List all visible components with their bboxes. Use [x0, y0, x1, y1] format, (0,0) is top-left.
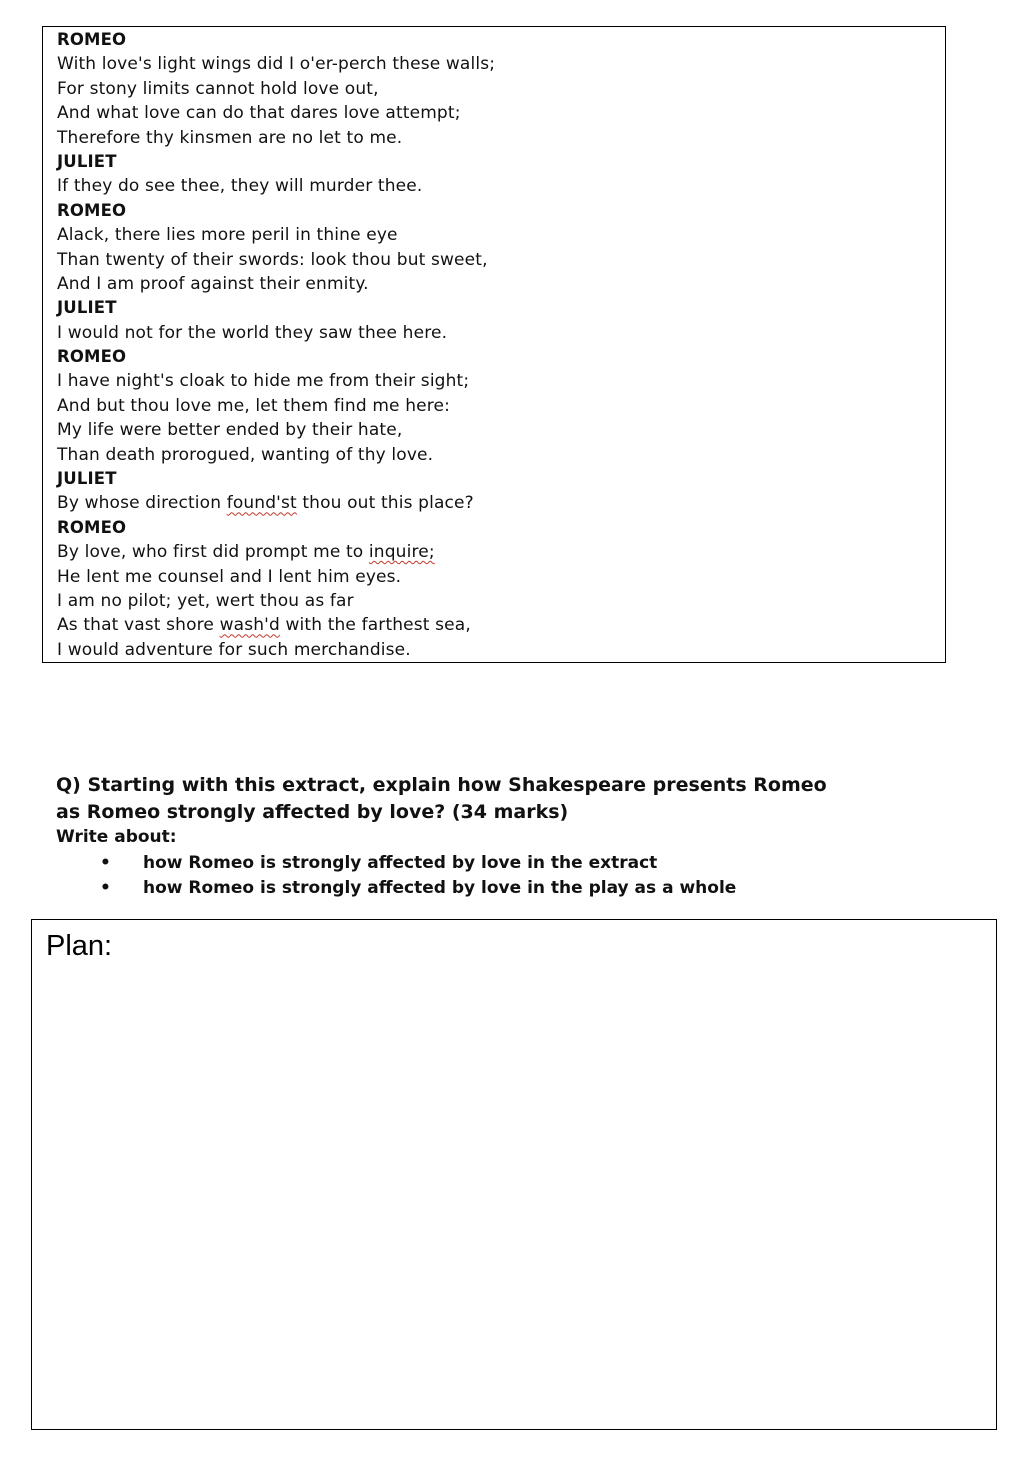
verse-line: And I am proof against their enmity.	[57, 273, 369, 294]
verse-line: If they do see thee, they will murder thee.	[57, 176, 423, 197]
spellcheck-word: inquire;	[368, 542, 435, 563]
verse-line: He lent me counsel and I lent him eyes.	[57, 566, 402, 587]
verse-line: Therefore thy kinsmen are no let to me.	[57, 127, 403, 148]
speaker-name: ROMEO	[57, 30, 127, 49]
verse-line: As that vast shore wash'd with the farthest sea,	[57, 615, 471, 636]
verse-line: And what love can do that dares love attempt;	[57, 103, 461, 124]
speaker-name: ROMEO	[57, 347, 127, 367]
verse-line: By love, who first did prompt me to inquire;	[57, 542, 435, 563]
write-about-bullets	[56, 851, 956, 901]
bullet-dot-icon: •	[100, 878, 111, 898]
speaker-name: ROMEO	[57, 200, 127, 220]
extract-box	[42, 26, 946, 663]
verse-line: With love's light wings did I o'er-perch these walls;	[57, 54, 496, 75]
speaker-name: JULIET	[57, 469, 117, 489]
speaker-name: JULIET	[57, 151, 117, 171]
verse-line: I am no pilot; yet, wert thou as far	[57, 590, 354, 611]
verse-line: And but thou love me, let them find me here:	[57, 395, 450, 416]
bullet-text: how Romeo is strongly affected by love in the play as a whole	[143, 878, 737, 898]
verse-line: I have night's cloak to hide me from their sight;	[57, 371, 470, 392]
plan-box[interactable]	[31, 919, 997, 1430]
verse-line: I would not for the world they saw thee here.	[57, 322, 448, 343]
verse-line: Alack, there lies more peril in thine eye	[57, 225, 398, 246]
question-section	[56, 772, 956, 901]
spellcheck-word: found'st	[226, 493, 297, 514]
question-line-1: Q) Starting with this extract, explain how Shakespeare presents Romeo	[56, 774, 827, 796]
verse-line: For stony limits cannot hold love out,	[57, 78, 379, 99]
plan-label: Plan:	[46, 930, 113, 962]
bullet-item	[56, 851, 956, 876]
speaker-name: ROMEO	[57, 517, 127, 537]
question-line-2: as Romeo strongly affected by love? (34 marks)	[56, 801, 569, 823]
bullet-dot-icon: •	[100, 853, 111, 873]
verse-line: I would adventure for such merchandise.	[57, 639, 411, 660]
extract-lines	[57, 28, 495, 662]
spellcheck-word: wash'd	[219, 615, 280, 636]
bullet-item	[56, 876, 956, 901]
verse-line: Than death prorogued, wanting of thy love.	[57, 444, 434, 465]
write-about-label: Write about:	[56, 827, 177, 847]
verse-line: By whose direction found'st thou out this place?	[57, 493, 474, 514]
question-text	[56, 772, 956, 826]
verse-line: Than twenty of their swords: look thou but sweet,	[57, 249, 488, 270]
bullet-text: how Romeo is strongly affected by love in the extract	[143, 853, 658, 873]
speaker-name: JULIET	[57, 298, 117, 318]
verse-line: My life were better ended by their hate,	[57, 420, 403, 441]
